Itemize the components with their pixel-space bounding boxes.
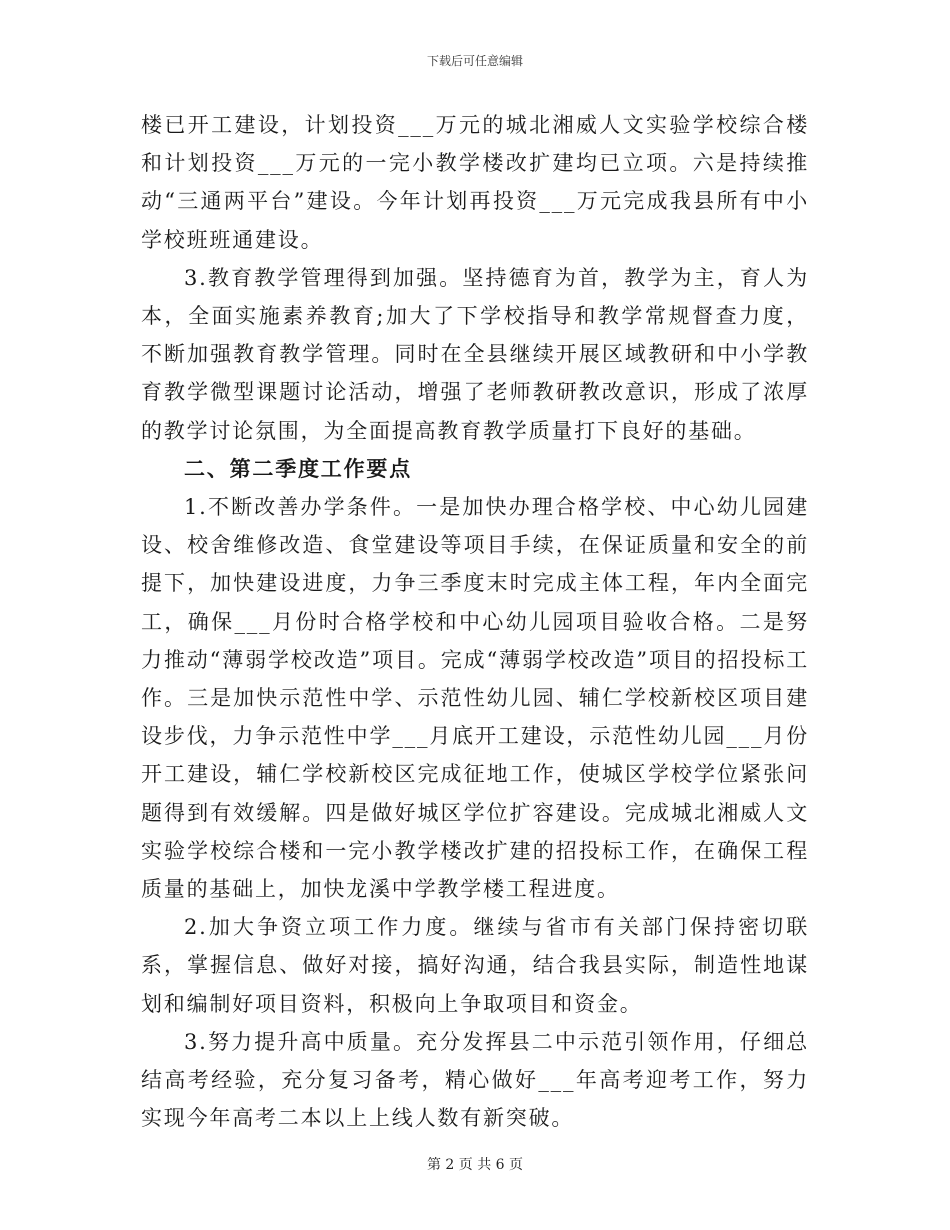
paragraph-continued: 楼已开工建设，计划投资___万元的城北湘威人文实验学校综合楼和计划投资___万元的一完小教学楼改扩建均已立项。六是持续推动“三通两平台”建设。今年计划再投资___万元完成我县所有中小学校班班通建设。 [141, 113, 809, 252]
page-header: 下载后可任意编辑 [426, 54, 523, 68]
paragraph-high-school-quality: 3.努力提升高中质量。充分发挥县二中示范引领作用，仔细总结高考经验，充分复习备考，精心做好___年高考迎考工作，努力实现今年高考二本以上上线人数有新突破。 [141, 1029, 809, 1131]
page-number: 第 2 页 共 6 页 [426, 1157, 524, 1173]
paragraph-teaching-management: 3.教育教学管理得到加强。坚持德育为首，教学为主，育人为本，全面实施素养教育;加大了下学校指导和教学常规督查力度，不断加强教育教学管理。同时在全县继续开展区域教研和中小学教育教学微型课题讨论活动，增强了老师教研教改意识，形成了浓厚的教学讨论氛围，为全面提高教育教学质量打下良好的基础。 [141, 265, 809, 443]
paragraph-school-conditions: 1.不断改善办学条件。一是加快办理合格学校、中心幼儿园建设、校舍维修改造、食堂建设等项目手续，在保证质量和安全的前提下，加快建设进度，力争三季度末时完成主体工程，年内全面完工，确保___月份时合格学校和中心幼儿园项目验收合格。二是努力推动“薄弱学校改造”项目。完成“薄弱学校改造”项目的招投标工作。三是加快示范性中学、示范性幼儿园、辅仁学校新校区项目建设步伐，力争示范性中学___月底开工建设，示范性幼儿园___月份开工建设，辅仁学校新校区完成征地工作，使城区学校学位紧张问题得到有效缓解。四是做好城区学位扩容建设。完成城北湘威人文实验学校综合楼和一完小教学楼改扩建的招投标工作，在确保工程质量的基础上，加快龙溪中学教学楼工程进度。 [141, 495, 809, 902]
paragraph-project-funding: 2.加大争资立项工作力度。继续与省市有关部门保持密切联系，掌握信息、做好对接，搞好沟通，结合我县实际，制造性地谋划和编制好项目资料，积极向上争取项目和资金。 [141, 915, 809, 1016]
section-heading: 二、第二季度工作要点 [184, 455, 412, 481]
document-body [141, 106, 809, 1137]
